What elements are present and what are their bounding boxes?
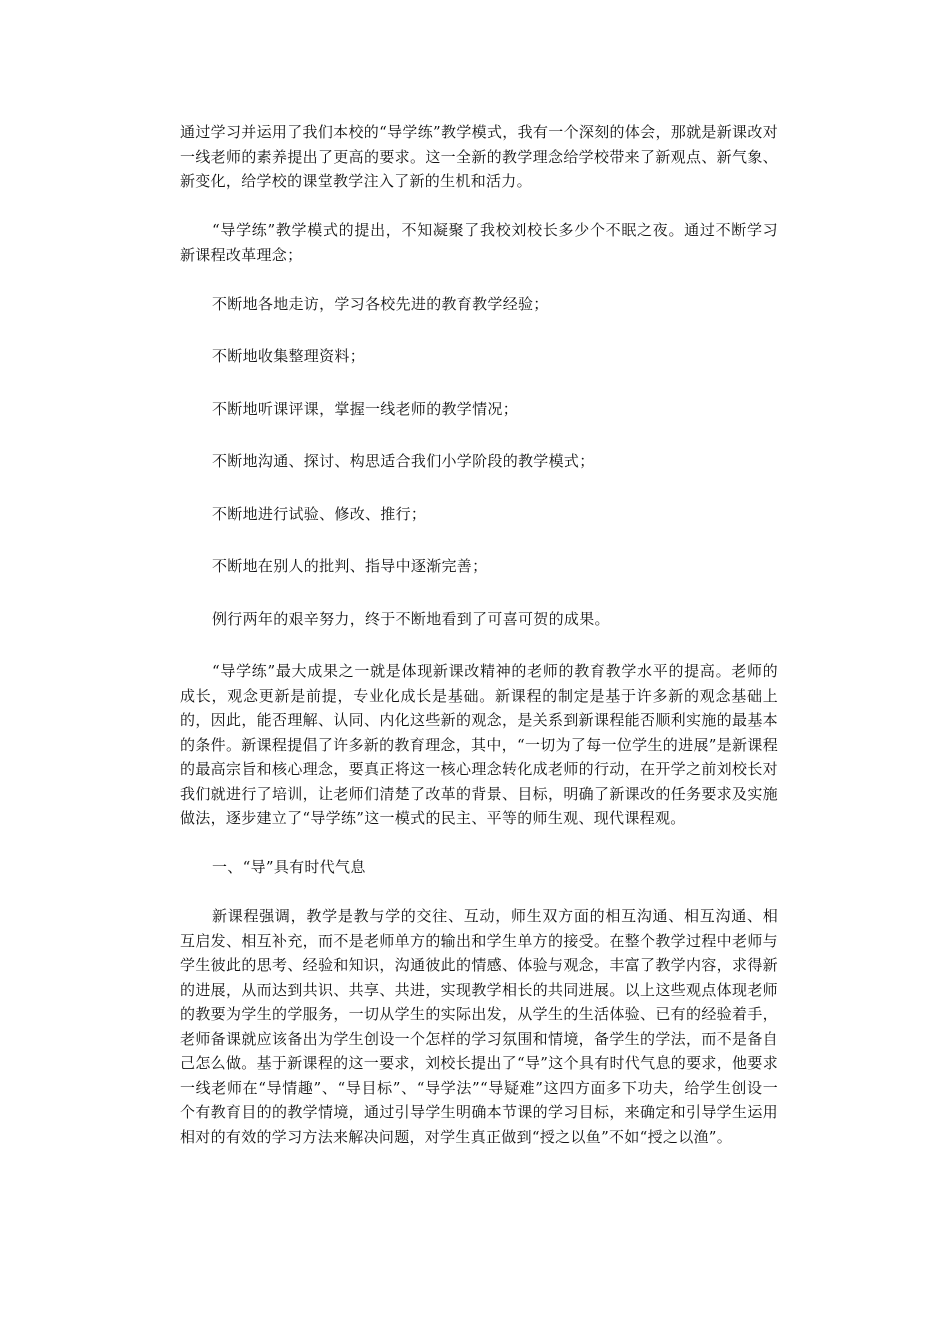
section-heading: 一、“导”具有时代气息 — [212, 858, 366, 876]
list-item: 例行两年的艰辛努力，终于不断地看到了可喜可贺的成果。 — [212, 609, 610, 628]
results-paragraph: “导学练”最大成果之一就是体现新课改精神的老师的教育教学水平的提高。老师的成长，观念更新是前提，专业化成长是基础。新课程的制定是基于许多新的观念基础上的，因此，能否理解、认同、内化这些新的观念，是关系到新课程能否顺利实施的最基本的条件。新课程提倡了许多新的教育理念，其中，“一切为了每一位学生的进展”是新课程的最高宗旨和核心理念，要真正将这一核心理念转化成老师的行动，在开学之前刘校长对我们就进行了培训，让老师们清楚了改革的背景、目标，明确了新课改的任务要求及实施做法，逐步建立了“导学练”这一模式的民主、平等的师生观、现代课程观。 — [180, 662, 778, 827]
list-item: 不断地进行试验、修改、推行； — [212, 504, 427, 523]
list-item: 不断地沟通、探讨、构思适合我们小学阶段的教学模式； — [212, 452, 595, 470]
list-item: 不断地收集整理资料； — [212, 347, 366, 365]
list-item: 不断地在别人的批判、指导中逐渐完善； — [212, 557, 488, 575]
list-item: 不断地各地走访，学习各校先进的教育教学经验； — [212, 294, 549, 313]
model-origin-paragraph: “导学练”教学模式的提出，不知凝聚了我校刘校长多少个不眠之夜。通过不断学习新课程改革理念； — [180, 221, 778, 264]
document-page — [180, 120, 778, 1174]
list-item: 不断地听课评课，掌握一线老师的教学情况； — [212, 399, 519, 418]
section-body-paragraph: 新课程强调，教学是教与学的交往、互动，师生双方面的相互沟通、相互沟通、相互启发、相互补充，而不是老师单方的输出和学生单方的接受。在整个教学过程中老师与学生彼此的思考、经验和知识，沟通彼此的情感、体验与观念，丰富了教学内容，求得新的进展，从而达到共识、共享、共进，实现教学相长的共同进展。以上这些观点体现老师的教要为学生的学服务，一切从学生的实际出发，从学生的生活体验、已有的经验着手，老师备课就应该备出为学生创设一个怎样的学习氛围和情境，备学生的学法，而不是备自己怎么做。基于新课程的这一要求，刘校长提出了“导”这个具有时代气息的要求，他要求一线老师在“导情趣”、“导目标”、“导学法”“导疑难”这四方面多下功夫，给学生创设一个有教育目的的教学情境，通过引导学生明确本节课的学习目标，来确定和引导学生运用相对的有效的学习方法来解决问题，对学生真正做到“授之以鱼”不如“授之以渔”。 — [180, 907, 778, 1146]
intro-paragraph: 通过学习并运用了我们本校的“导学练”教学模式，我有一个深刻的体会，那就是新课改对一线老师的素养提出了更高的要求。这一全新的教学理念给学校带来了新观点、新气象、新变化，给学校的课堂教学注入了新的生机和活力。 — [180, 123, 778, 190]
